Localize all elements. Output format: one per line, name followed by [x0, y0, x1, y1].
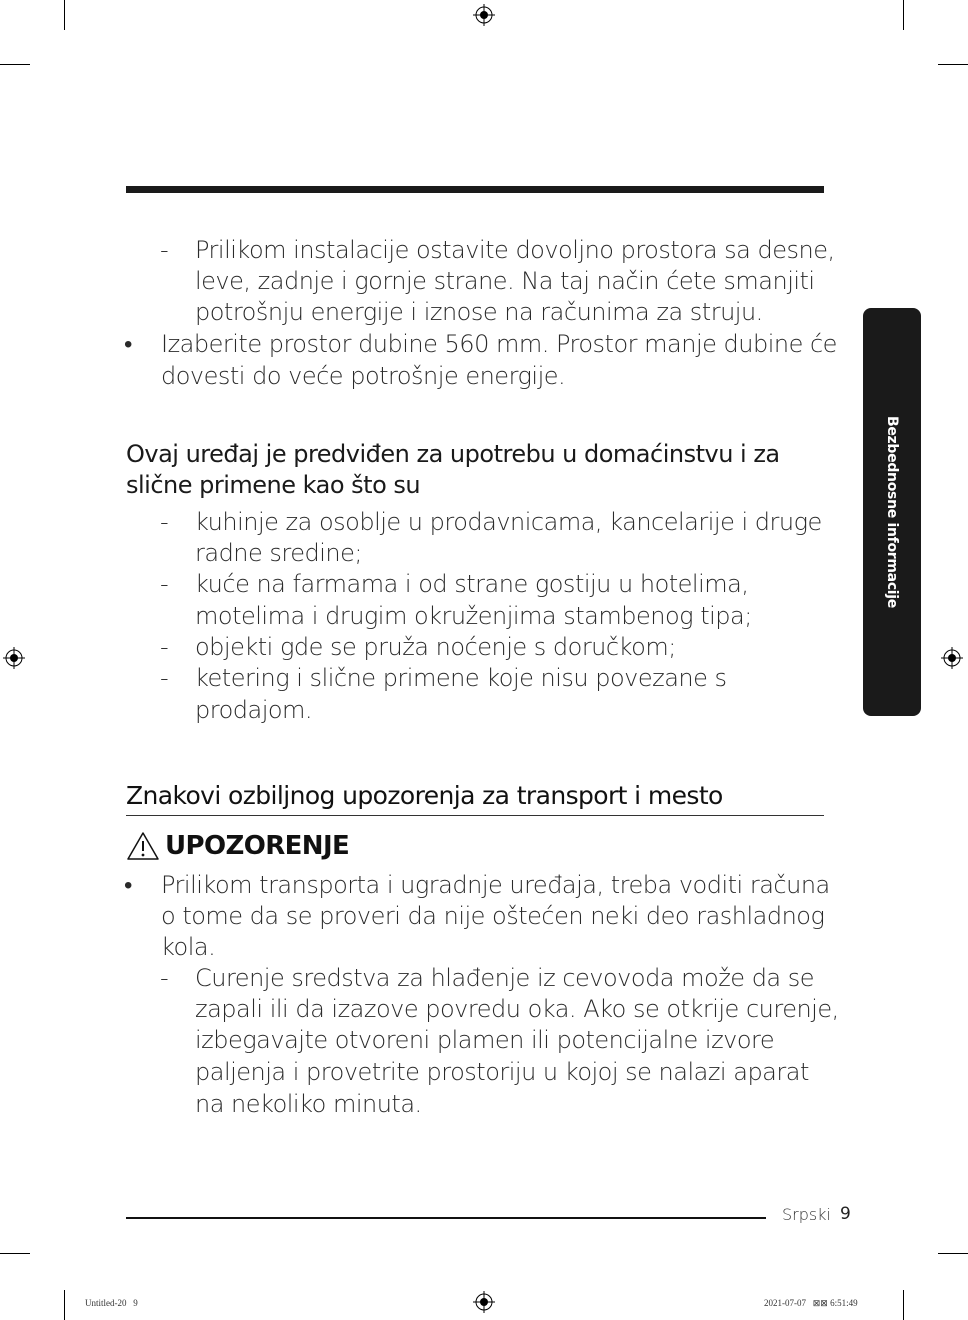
footer-language: Srpski: [782, 1205, 831, 1224]
crop-mark: [938, 64, 968, 65]
dash-marker: -: [160, 570, 169, 598]
section-title: Znakovi ozbiljnog upozorenja za transport i mesto: [126, 781, 723, 810]
crop-mark: [64, 0, 65, 30]
text-line: Prilikom instalacije ostavite dovoljno prostora sa desne,: [195, 236, 835, 264]
registration-mark-icon: [941, 647, 963, 669]
dash-marker: -: [160, 236, 169, 264]
crop-mark: [903, 1290, 904, 1320]
registration-mark-icon: [3, 647, 25, 669]
text-line: potrošnju energije i iznose na računima za struju.: [195, 298, 763, 326]
side-section-tab: [863, 308, 921, 716]
crop-mark: [903, 0, 904, 30]
text-line: kola.: [161, 933, 216, 961]
text-line: Curenje sredstva za hlađenje iz cevovoda može da se: [195, 964, 815, 992]
bullet-marker: •: [124, 330, 132, 358]
crop-mark: [0, 64, 30, 65]
warning-label: UPOZORENJE: [165, 831, 350, 861]
crop-mark: [938, 1253, 968, 1254]
text-line: Izaberite prostor dubine 560 mm. Prostor manje dubine će: [161, 330, 837, 358]
list-item: kuhinje za osoblje u prodavnicama, kancelarije i druge: [195, 508, 822, 536]
text-line: dovesti do veće potrošnje energije.: [161, 362, 566, 390]
list-item: radne sredine;: [195, 539, 362, 567]
footer-rule: [126, 1217, 766, 1219]
crop-mark: [64, 1290, 65, 1320]
text-line: na nekoliko minuta.: [195, 1090, 422, 1118]
print-slug-datetime: 2021-07-07 ⊠⊠ 6:51:49: [764, 1298, 858, 1308]
text-line: zapali ili da izazove povredu oka. Ako se otkrije curenje,: [195, 995, 839, 1023]
dash-marker: -: [160, 964, 169, 992]
page-number: 9: [840, 1204, 851, 1224]
list-item: objekti gde se pruža noćenje s doručkom;: [195, 633, 676, 661]
warning-triangle-icon: [126, 831, 160, 861]
list-item: ketering i slične primene koje nisu povezane s: [195, 664, 727, 692]
top-rule: [126, 186, 824, 193]
dash-marker: -: [160, 633, 169, 661]
section-title-rule: [126, 815, 824, 816]
list-item: kuće na farmama i od strane gostiju u hotelima,: [195, 570, 749, 598]
text-line: o tome da se proveri da nije oštećen neki deo rashladnog: [161, 902, 825, 930]
heading-line: slične primene kao što su: [126, 471, 421, 499]
registration-mark-icon: [473, 4, 495, 26]
text-line: izbegavajte otvoreni plamen ili potencijalne izvore: [195, 1026, 775, 1054]
text-line: leve, zadnje i gornje strane. Na taj način ćete smanjiti: [195, 267, 815, 295]
heading-line: Ovaj uređaj je predviđen za upotrebu u domaćinstvu i za: [126, 440, 780, 468]
side-tab-label: Bezbednosne informacije: [884, 415, 900, 609]
list-item: motelima i drugim okruženjima stambenog tipa;: [195, 602, 752, 630]
text-line: paljenja i provetrite prostoriju u kojoj se nalazi aparat: [195, 1058, 809, 1086]
list-item: prodajom.: [195, 696, 313, 724]
dash-marker: -: [160, 664, 169, 692]
text-line: Prilikom transporta i ugradnje uređaja, treba voditi računa: [161, 871, 830, 899]
bullet-marker: •: [124, 871, 132, 899]
dash-marker: -: [160, 508, 169, 536]
crop-mark: [0, 1253, 30, 1254]
registration-mark-icon: [473, 1291, 495, 1313]
print-slug-file: Untitled-20 9: [85, 1298, 138, 1308]
